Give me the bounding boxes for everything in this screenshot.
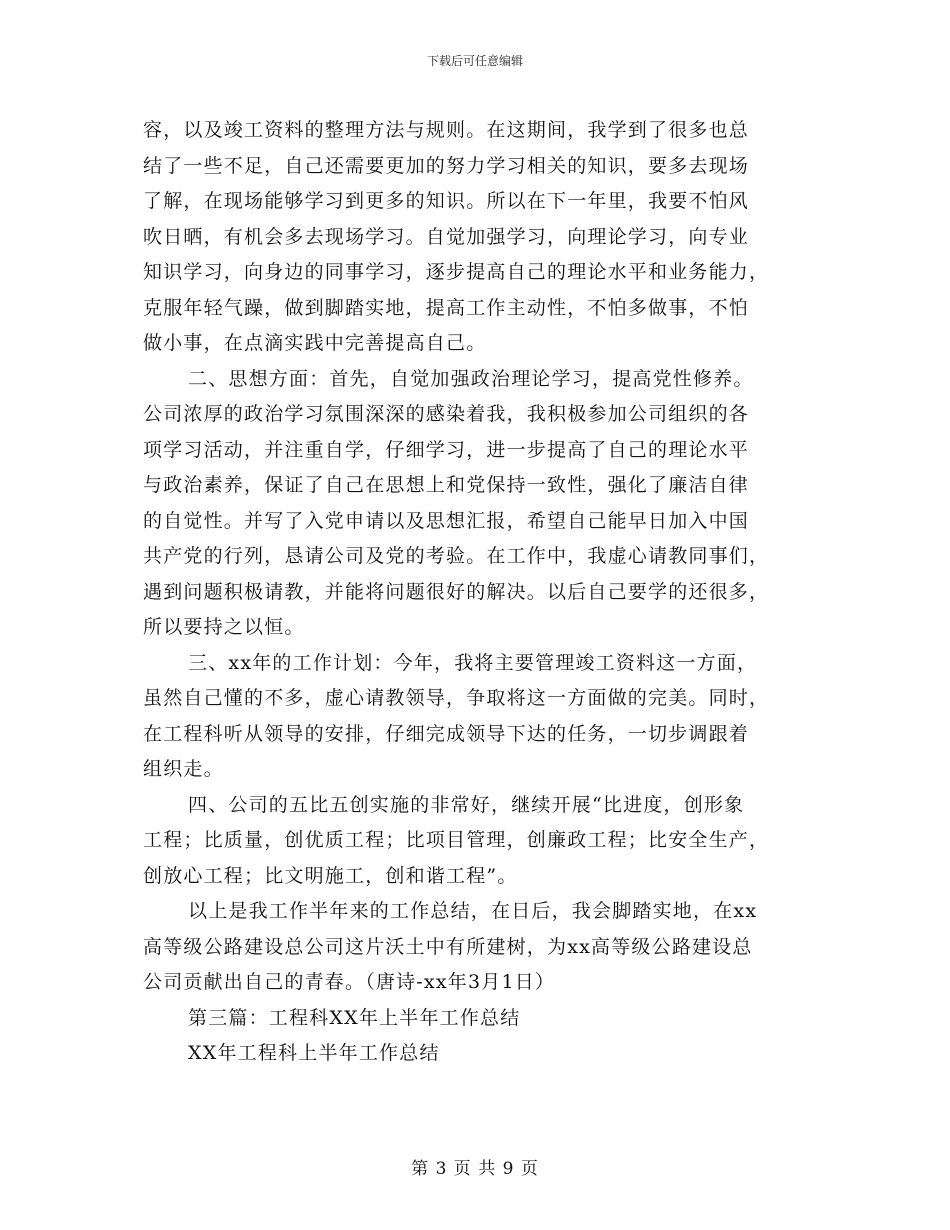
text-line: 工程；比质量，创优质工程；比项目管理，创廉政工程；比安全生产， [143, 829, 770, 851]
document-body [143, 113, 803, 1072]
text-line: 组织走。 [143, 758, 224, 780]
text-line: 四、公司的五比五创实施的非常好，继续开展“比进度，创形象 [188, 793, 745, 816]
text-line: 的自觉性。并写了入党申请以及思想汇报，希望自己能早日加入中国 [143, 509, 750, 532]
text-line: 了解，在现场能够学习到更多的知识。所以在下一年里，我要不怕风 [143, 190, 750, 212]
text-line: 做小事，在点滴实践中完善提高自己。 [143, 332, 487, 354]
text-line: XX年工程科上半年工作总结 [188, 1042, 440, 1064]
text-line: 第三篇：工程科XX年上半年工作总结 [188, 1006, 521, 1029]
text-line: 知识学习，向身边的同事学习，逐步提高自己的理论水平和业务能力， [143, 261, 770, 283]
page-number-footer: 第 3 页 共 9 页 [411, 1159, 539, 1179]
text-line: 高等级公路建设总公司这片沃土中有所建树，为xx高等级公路建设总 [143, 935, 753, 958]
text-line: 所以要持之以恒。 [143, 616, 305, 638]
text-line: 创放心工程；比文明施工，创和谐工程”。 [143, 864, 518, 887]
text-line: 在工程科听从领导的安排，仔细完成领导下达的任务，一切步调跟着 [143, 722, 750, 745]
text-line: 三、xx年的工作计划：今年，我将主要管理竣工资料这一方面， [188, 651, 758, 674]
text-line: 与政治素养，保证了自己在思想上和党保持一致性，强化了廉洁自律 [143, 474, 750, 496]
text-line: 项学习活动，并注重自学，仔细学习，进一步提高了自己的理论水平 [143, 438, 750, 461]
text-line: 公司浓厚的政治学习氛围深深的感染着我，我积极参加公司组织的各 [143, 403, 750, 425]
page-header-watermark: 下载后可任意编辑 [426, 54, 523, 68]
text-line: 虽然自己懂的不多，虚心请教领导，争取将这一方面做的完美。同时， [143, 687, 770, 709]
text-line: 吹日晒，有机会多去现场学习。自觉加强学习，向理论学习，向专业 [143, 225, 750, 248]
text-line: 容，以及竣工资料的整理方法与规则。在这期间，我学到了很多也总 [143, 119, 750, 141]
text-line: 结了一些不足，自己还需要更加的努力学习相关的知识，要多去现场 [143, 154, 750, 177]
text-line: 共产党的行列，恳请公司及党的考验。在工作中，我虚心请教同事们， [143, 545, 770, 567]
text-line: 二、思想方面：首先，自觉加强政治理论学习，提高党性修养。 [188, 367, 754, 390]
text-line: 公司贡献出自己的青春。（唐诗-xx年3月1日） [143, 971, 556, 993]
text-line: 遇到问题积极请教，并能将问题很好的解决。以后自己要学的还很多， [143, 580, 770, 603]
text-line: 以上是我工作半年来的工作总结，在日后，我会脚踏实地，在xx [188, 900, 758, 922]
text-line: 克服年轻气躁，做到脚踏实地，提高工作主动性，不怕多做事，不怕 [143, 296, 750, 319]
